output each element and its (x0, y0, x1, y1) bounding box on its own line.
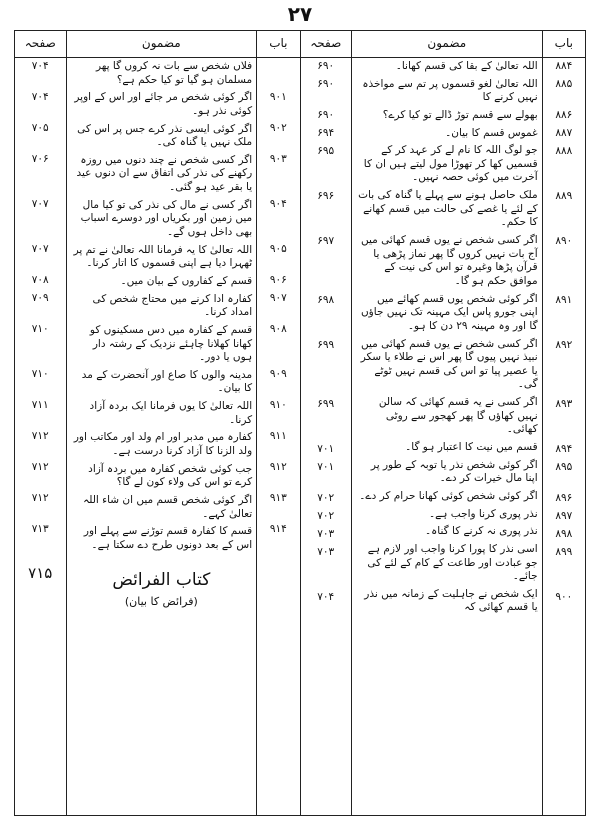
left-entry-page: ۷۱۱ (31, 399, 49, 411)
right-entry-page: ۶۹۰ (317, 78, 335, 90)
right-entry-text: جو لوگ اللہ کا نام لے کر عہد کر کے قسمیں کھا کر تھوڑا مول لیتے ہیں ان کا آخرت میں کوئی حصہ نہیں۔ (363, 144, 538, 184)
right-entry-text: نذر پوری نہ کرنے کا گناہ۔ (424, 525, 538, 538)
right-entry-text: غموس قسم کا بیان۔ (445, 126, 538, 139)
kitab-subtitle: (فرائض کا بیان) (124, 594, 198, 608)
left-entry-text: اگر کسی نے مال کی نذر کی تو کیا مال میں زمین اور بکریاں اور دوسرے اسباب بھی داخل ہوں گے۔ (80, 198, 253, 239)
right-entry-page: ۷۰۱ (317, 443, 335, 455)
header-safha-right: صفحہ (300, 31, 351, 58)
right-mazmoon-column (351, 58, 542, 816)
left-entry-bab: ۹۱۳ (269, 492, 287, 504)
kitab-page: ۷۱۵ (28, 564, 53, 582)
right-entry-bab: ۸۸۶ (555, 109, 573, 121)
right-entry-text: اگر کوئی شخص نذر یا توبہ کے طور پر اپنا مال خیرات کر دے۔ (370, 458, 538, 485)
right-entry-text: ملک حاصل ہونے سے پہلے یا گناہ کی بات کے لئے یا غصے کی حالت میں قسم کھانے کا حکم۔ (358, 189, 538, 229)
left-entry-page: ۷۱۲ (31, 492, 49, 504)
right-entry-bab: ۸۹۸ (555, 528, 573, 540)
header-mazmoon-right: مضمون (351, 31, 542, 58)
right-entry-page: ۶۹۵ (317, 145, 335, 157)
right-entry-bab: ۸۹۱ (555, 294, 573, 306)
left-bab-column (257, 58, 300, 816)
right-entry-bab: ۸۹۴ (555, 443, 573, 455)
left-entry-page: ۷۰۷ (31, 243, 49, 255)
left-entry-text: کفارہ میں مدبر اور ام ولد اور مکاتب اور ولد الزنا کا آزاد کرنا درست ہے۔ (73, 431, 253, 458)
right-entry-page: ۶۹۴ (317, 127, 335, 139)
right-entry-page: ۶۹۷ (317, 235, 335, 247)
left-entry-text: کفارہ ادا کرنے میں محتاج شخص کی امداد کرنا۔ (92, 292, 253, 319)
header-mazmoon-left: مضمون (66, 31, 257, 58)
right-entry-bab: ۸۹۰ (555, 235, 573, 247)
index-table (14, 30, 586, 816)
left-entry-text: قسم کے کفارہ میں دس مسکینوں کو کھانا کھلانا چاہئے نزدیک کے رشتہ دار ہوں یا دور۔ (89, 323, 253, 364)
left-entry-text: اگر کسی شخص نے چند دنوں میں روزہ رکھنے کی نذر کی اتفاق سے ان دنوں عید یا بقر عید ہو گئی۔ (76, 153, 253, 194)
left-entry-text: مدینہ والوں کا صاع اور آنحضرت کے مد کا بیان۔ (81, 368, 253, 395)
left-entry-bab: ۹۰۶ (269, 274, 287, 286)
kitab-title-block (71, 555, 253, 609)
right-entry-bab: ۸۸۵ (555, 78, 573, 90)
left-entry-page: ۷۱۲ (31, 461, 49, 473)
left-entry-page: ۷۱۳ (31, 523, 49, 535)
left-entry-text: فلاں شخص سے بات نہ کروں گا پھر مسلمان ہو گیا تو کیا حکم ہے؟ (95, 60, 253, 86)
left-entry-bab: ۹۱۲ (269, 461, 287, 473)
left-entry-page: ۷۰۶ (31, 153, 49, 165)
right-entry-page: ۷۰۲ (317, 510, 335, 522)
kitab-title: کتاب الفرائض (112, 569, 211, 590)
right-entry-bab: ۸۹۹ (555, 546, 573, 558)
left-entry-text: اگر کوئی شخص مر جائے اور اس کے اوپر کوئی نذر ہو۔ (74, 91, 253, 117)
left-entry-text: جب کوئی شخص کفارہ میں بردہ آزاد کرے تو اس کی ولاء کون لے گا؟ (88, 462, 253, 489)
header-row (15, 31, 586, 58)
body-row (15, 58, 586, 816)
left-entry-text: قسم کے کفاروں کے بیان میں۔ (120, 274, 253, 287)
left-entry-page: ۷۱۰ (31, 323, 49, 335)
left-entry-bab: ۹۰۲ (269, 122, 287, 134)
right-entry-page: ۶۹۶ (317, 190, 335, 202)
right-entry-bab: ۸۹۷ (555, 510, 573, 522)
left-entry-page: ۷۰۴ (31, 91, 49, 103)
right-entry-text: قسم میں نیت کا اعتبار ہو گا۔ (405, 441, 538, 454)
left-entry-bab: ۹۰۳ (269, 153, 287, 165)
right-entry-bab: ۸۹۲ (555, 339, 573, 351)
left-entry-bab: ۹۱۰ (269, 399, 287, 411)
right-entry-bab: ۸۸۴ (555, 60, 573, 72)
right-entry-text: اگر کسی شخص نے یوں قسم کھائی میں آج بات نہیں کروں گا پھر نماز پڑھی یا قرآن پڑھا وغیرہ تو اس کی نیت کے موافق حکم ہو گا۔ (360, 234, 538, 287)
left-entry-page: ۷۰۸ (31, 274, 49, 286)
left-entry-page: ۷۰۵ (31, 122, 49, 134)
left-entry-bab: ۹۰۹ (269, 368, 287, 380)
right-entry-bab: ۸۹۶ (555, 492, 573, 504)
left-entry-page: ۷۰۹ (31, 292, 49, 304)
left-entry-page: ۷۱۲ (31, 430, 49, 442)
right-entry-page: ۷۰۳ (317, 546, 335, 558)
header-bab-left: باب (257, 31, 300, 58)
right-entry-text: اسی نذر کا پورا کرنا واجب اور لازم ہے جو عبادت اور طاعت کے کام کے لئے کی جائے۔ (367, 542, 538, 583)
right-bab-column (542, 58, 585, 816)
right-entry-page: ۶۹۹ (317, 339, 335, 351)
header-bab-right: باب (542, 31, 585, 58)
left-entry-text: اگر کوئی ایسی نذر کرے جس پر اس کی ملک نہیں یا گناہ کی۔ (77, 122, 253, 149)
header-safha-left: صفحہ (15, 31, 67, 58)
right-entry-page: ۶۹۰ (317, 109, 335, 121)
left-entry-text: اگر کوئی شخص قسم میں ان شاء اللہ تعالیٰ کہے۔ (83, 493, 253, 520)
right-entry-text: اگر کوئی شخص کوئی کھانا حرام کر دے۔ (359, 489, 538, 502)
right-safha-column (300, 58, 351, 816)
left-entry-bab: ۹۰۱ (269, 91, 287, 103)
right-entry-text: ایک شخص نے جاہلیت کے زمانہ میں نذر یا قسم کھائی کہ (364, 587, 538, 614)
left-entry-text: اللہ تعالیٰ کا یہ فرمانا اللہ تعالیٰ نے تم پر ٹھہرا دیا ہے اپنی قسموں کا اتار کرنا۔ (73, 243, 253, 270)
left-mazmoon-column (66, 58, 257, 816)
right-entry-text: نذر پوری کرنا واجب ہے۔ (428, 507, 538, 520)
right-entry-text: اگر کوئی شخص یوں قسم کھائے میں اپنی جورو پاس ایک مہینہ تک نہیں جاؤں گا اور وہ مہینہ ۲۹ دن کا ہو۔ (360, 292, 538, 332)
right-entry-bab: ۹۰۰ (555, 591, 573, 603)
left-entry-page: ۷۱۰ (31, 368, 49, 380)
right-entry-text: اللہ تعالیٰ لغو قسموں پر تم سے مواخذہ نہیں کرنے کا (362, 77, 538, 104)
right-entry-page: ۷۰۲ (317, 492, 335, 504)
left-entry-text: اللہ تعالیٰ کا یوں فرمانا ایک بردہ آزاد کرنا۔ (89, 400, 253, 426)
left-entry-bab: ۹۱۴ (269, 523, 287, 535)
right-entry-text: اگر کسی شخص نے یوں قسم کھائی میں نبیذ نہیں پیوں گا پھر اس نے طلاء یا سکر یا عصیر پیا تو اس کی قسم نہیں ٹوٹے گی۔ (360, 337, 538, 391)
right-entry-page: ۶۹۹ (317, 398, 335, 410)
left-entry-page: ۷۰۴ (31, 60, 49, 72)
left-entry-bab: ۹۱۱ (269, 430, 287, 442)
left-entry-bab (261, 58, 295, 89)
right-entry-page: ۷۰۴ (317, 591, 335, 603)
right-entry-bab: ۸۸۸ (555, 145, 573, 157)
right-entry-page: ۷۰۱ (317, 461, 335, 473)
right-entry-bab: ۸۸۷ (555, 127, 573, 139)
right-entry-page: ۶۹۰ (317, 60, 335, 72)
right-entry-bab: ۸۸۹ (555, 190, 573, 202)
right-entry-page: ۷۰۳ (317, 528, 335, 540)
right-entry-text: بھولے سے قسم توڑ ڈالے تو کیا کرے؟ (382, 108, 538, 121)
left-entry-bab: ۹۰۵ (269, 243, 287, 255)
right-entry-page: ۶۹۸ (317, 294, 335, 306)
right-entry-text: اگر کسی نے یہ قسم کھائی کہ سالن نہیں کھاؤں گا پھر کھجور سے روٹی کھائی۔ (378, 396, 538, 436)
left-entry-bab: ۹۰۴ (269, 198, 287, 210)
left-safha-column (15, 58, 67, 816)
left-entry-bab: ۹۰۸ (269, 323, 287, 335)
right-entry-text: اللہ تعالیٰ کے بقا کی قسم کھانا۔ (395, 60, 538, 72)
left-entry-page: ۷۰۷ (31, 198, 49, 210)
right-entry-bab: ۸۹۳ (555, 398, 573, 410)
left-entry-text: قسم کا کفارہ قسم توڑنے سے پہلے اور اس کے بعد دونوں طرح دے سکتا ہے۔ (83, 525, 253, 551)
left-entry-bab: ۹۰۷ (269, 292, 287, 304)
page-number: ٢٧ (287, 2, 313, 26)
right-entry-bab: ۸۹۵ (555, 461, 573, 473)
